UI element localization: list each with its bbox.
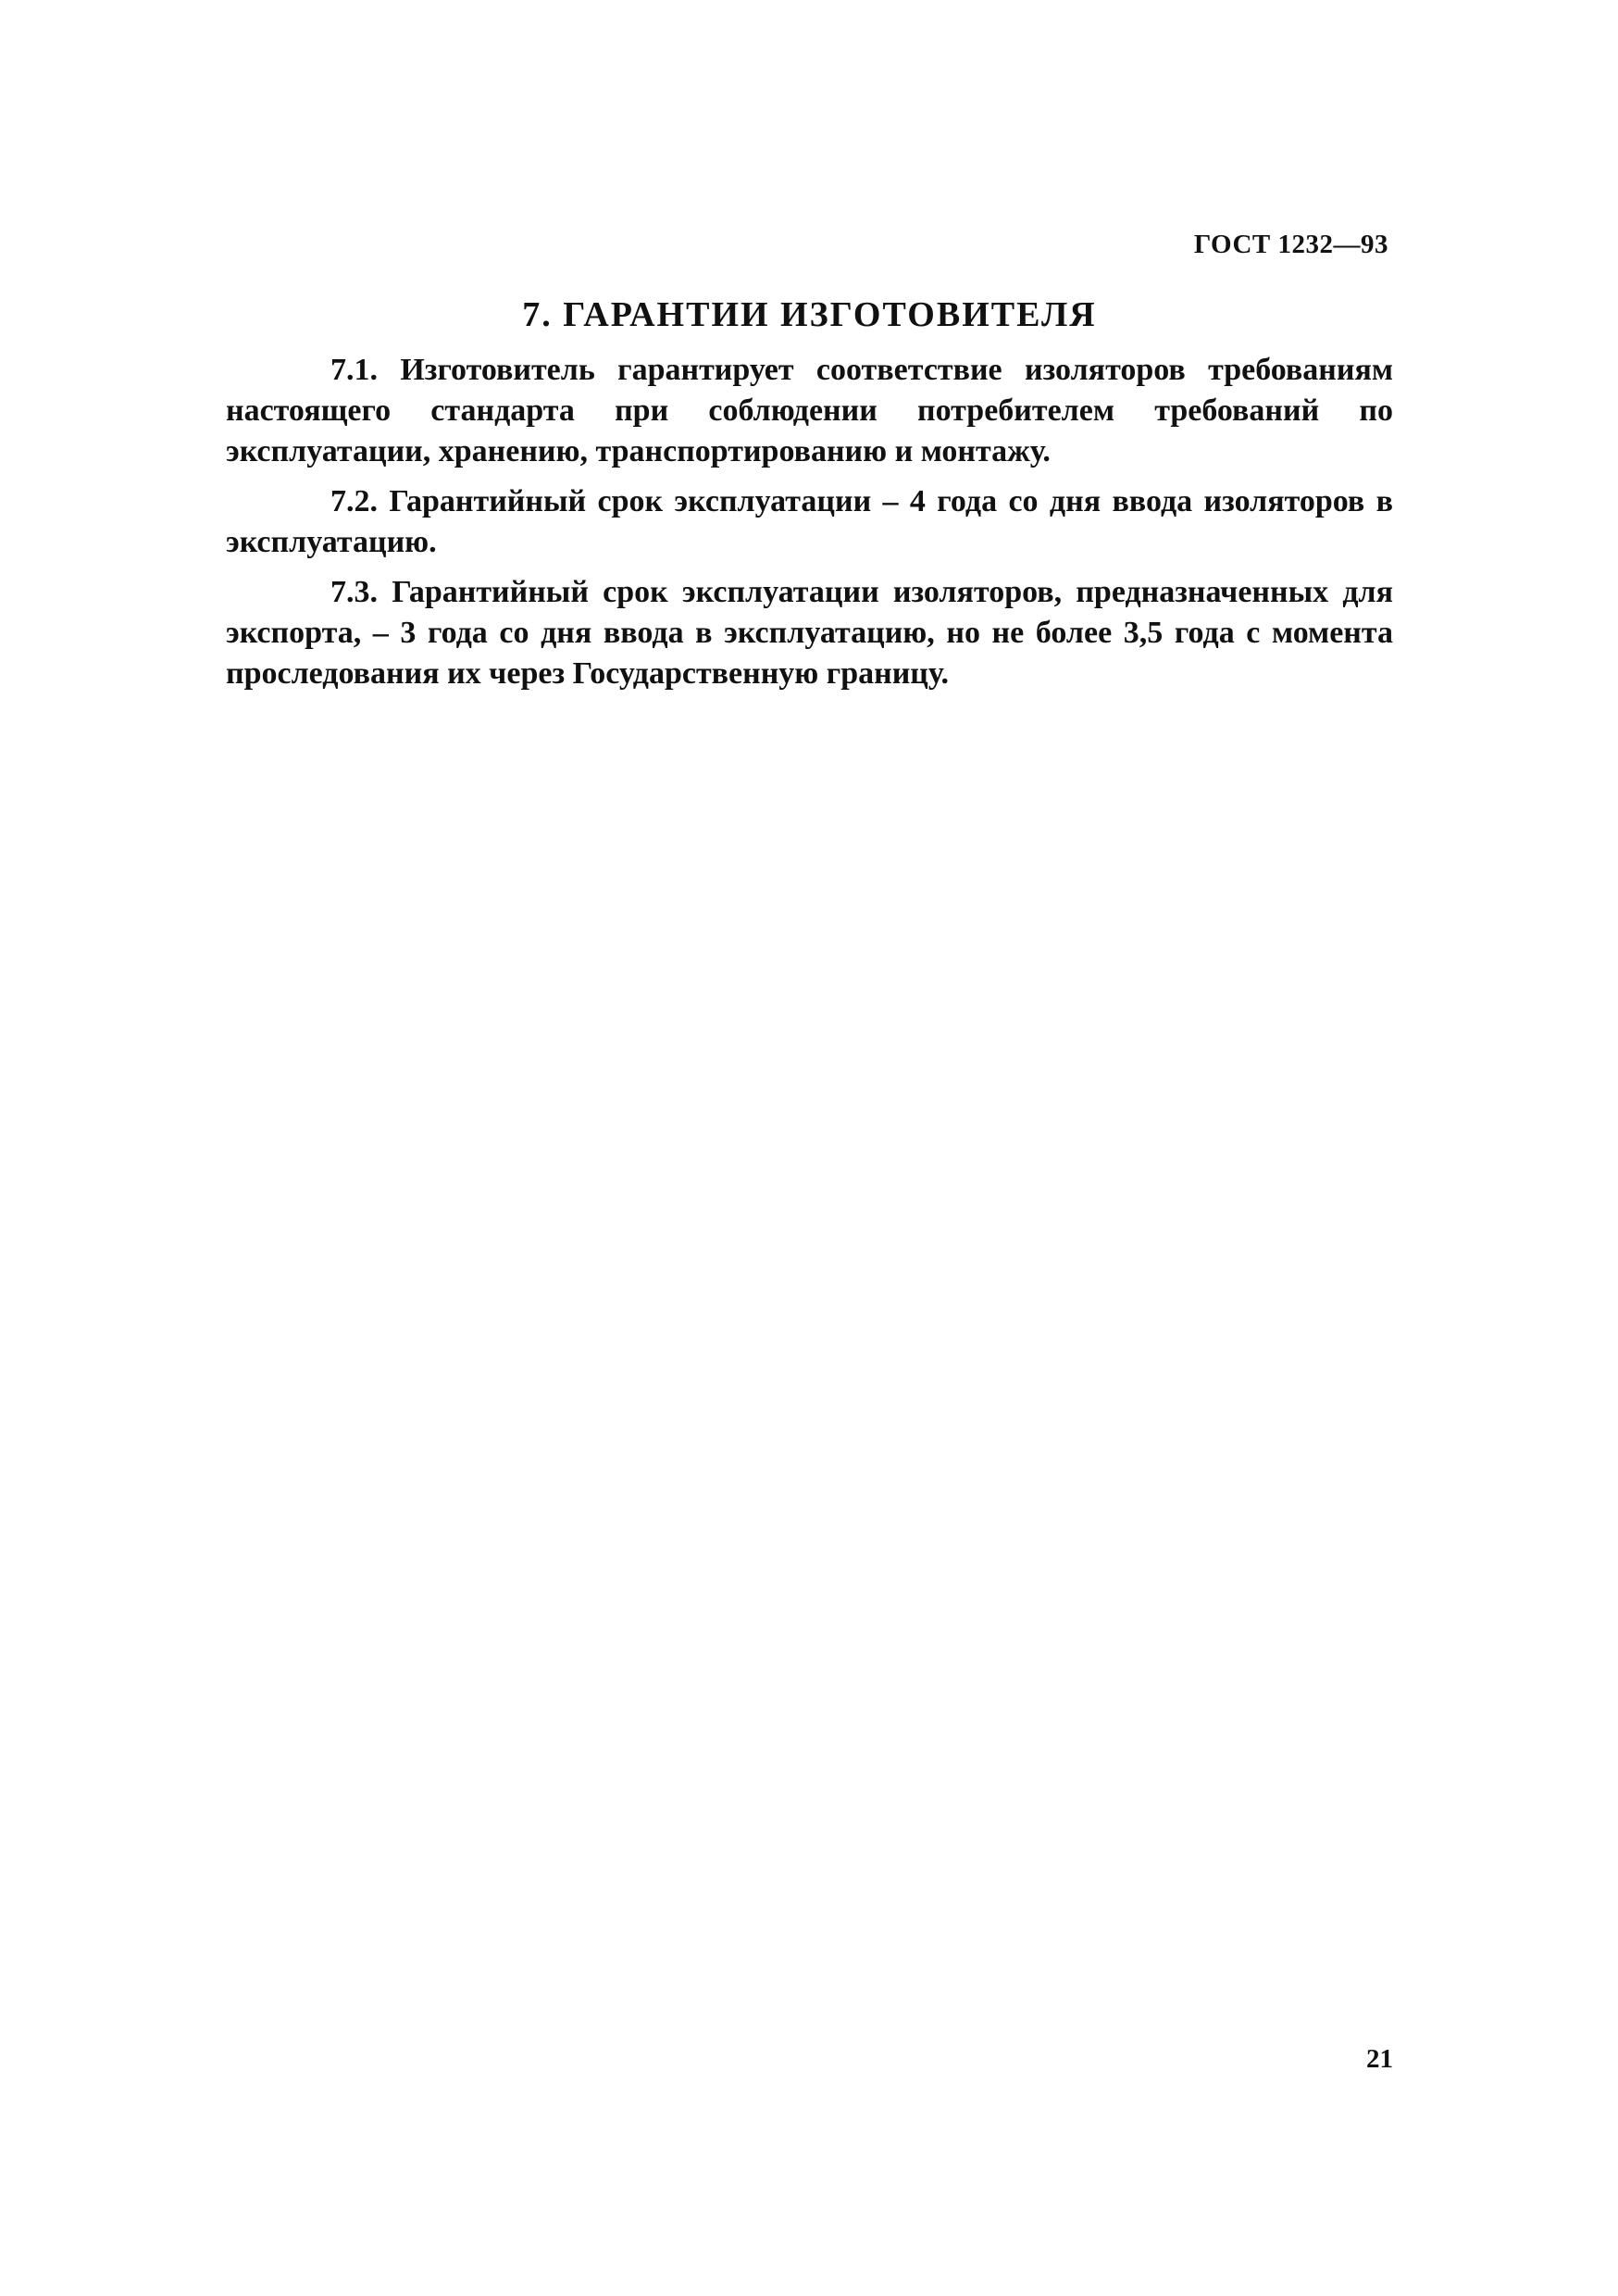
clause-7-2: 7.2. Гарантийный срок эксплуатации – 4 года со дня ввода изоляторов в эксплуатацию.	[226, 484, 1393, 559]
page-number: 21	[1366, 2044, 1393, 2074]
standard-designation: ГОСТ 1232—93	[1193, 230, 1388, 259]
guarantee-section	[226, 293, 1393, 704]
clause-7-1: 7.1. Изготовитель гарантирует соответствие изоляторов требованиям настоящего стандарта при соблюдении потребителем требований по эксплуатации, хранению, транспортированию и монтажу.	[226, 353, 1393, 468]
clause-7-3: 7.3. Гарантийный срок эксплуатации изоляторов, предназначенных для экспорта, – 3 года со дня ввода в эксплуатацию, но не более 3,5 года с момента проследования их через Государственную границу.	[226, 575, 1393, 691]
section-title: 7. ГАРАНТИИ ИЗГОТОВИТЕЛЯ	[522, 295, 1097, 334]
